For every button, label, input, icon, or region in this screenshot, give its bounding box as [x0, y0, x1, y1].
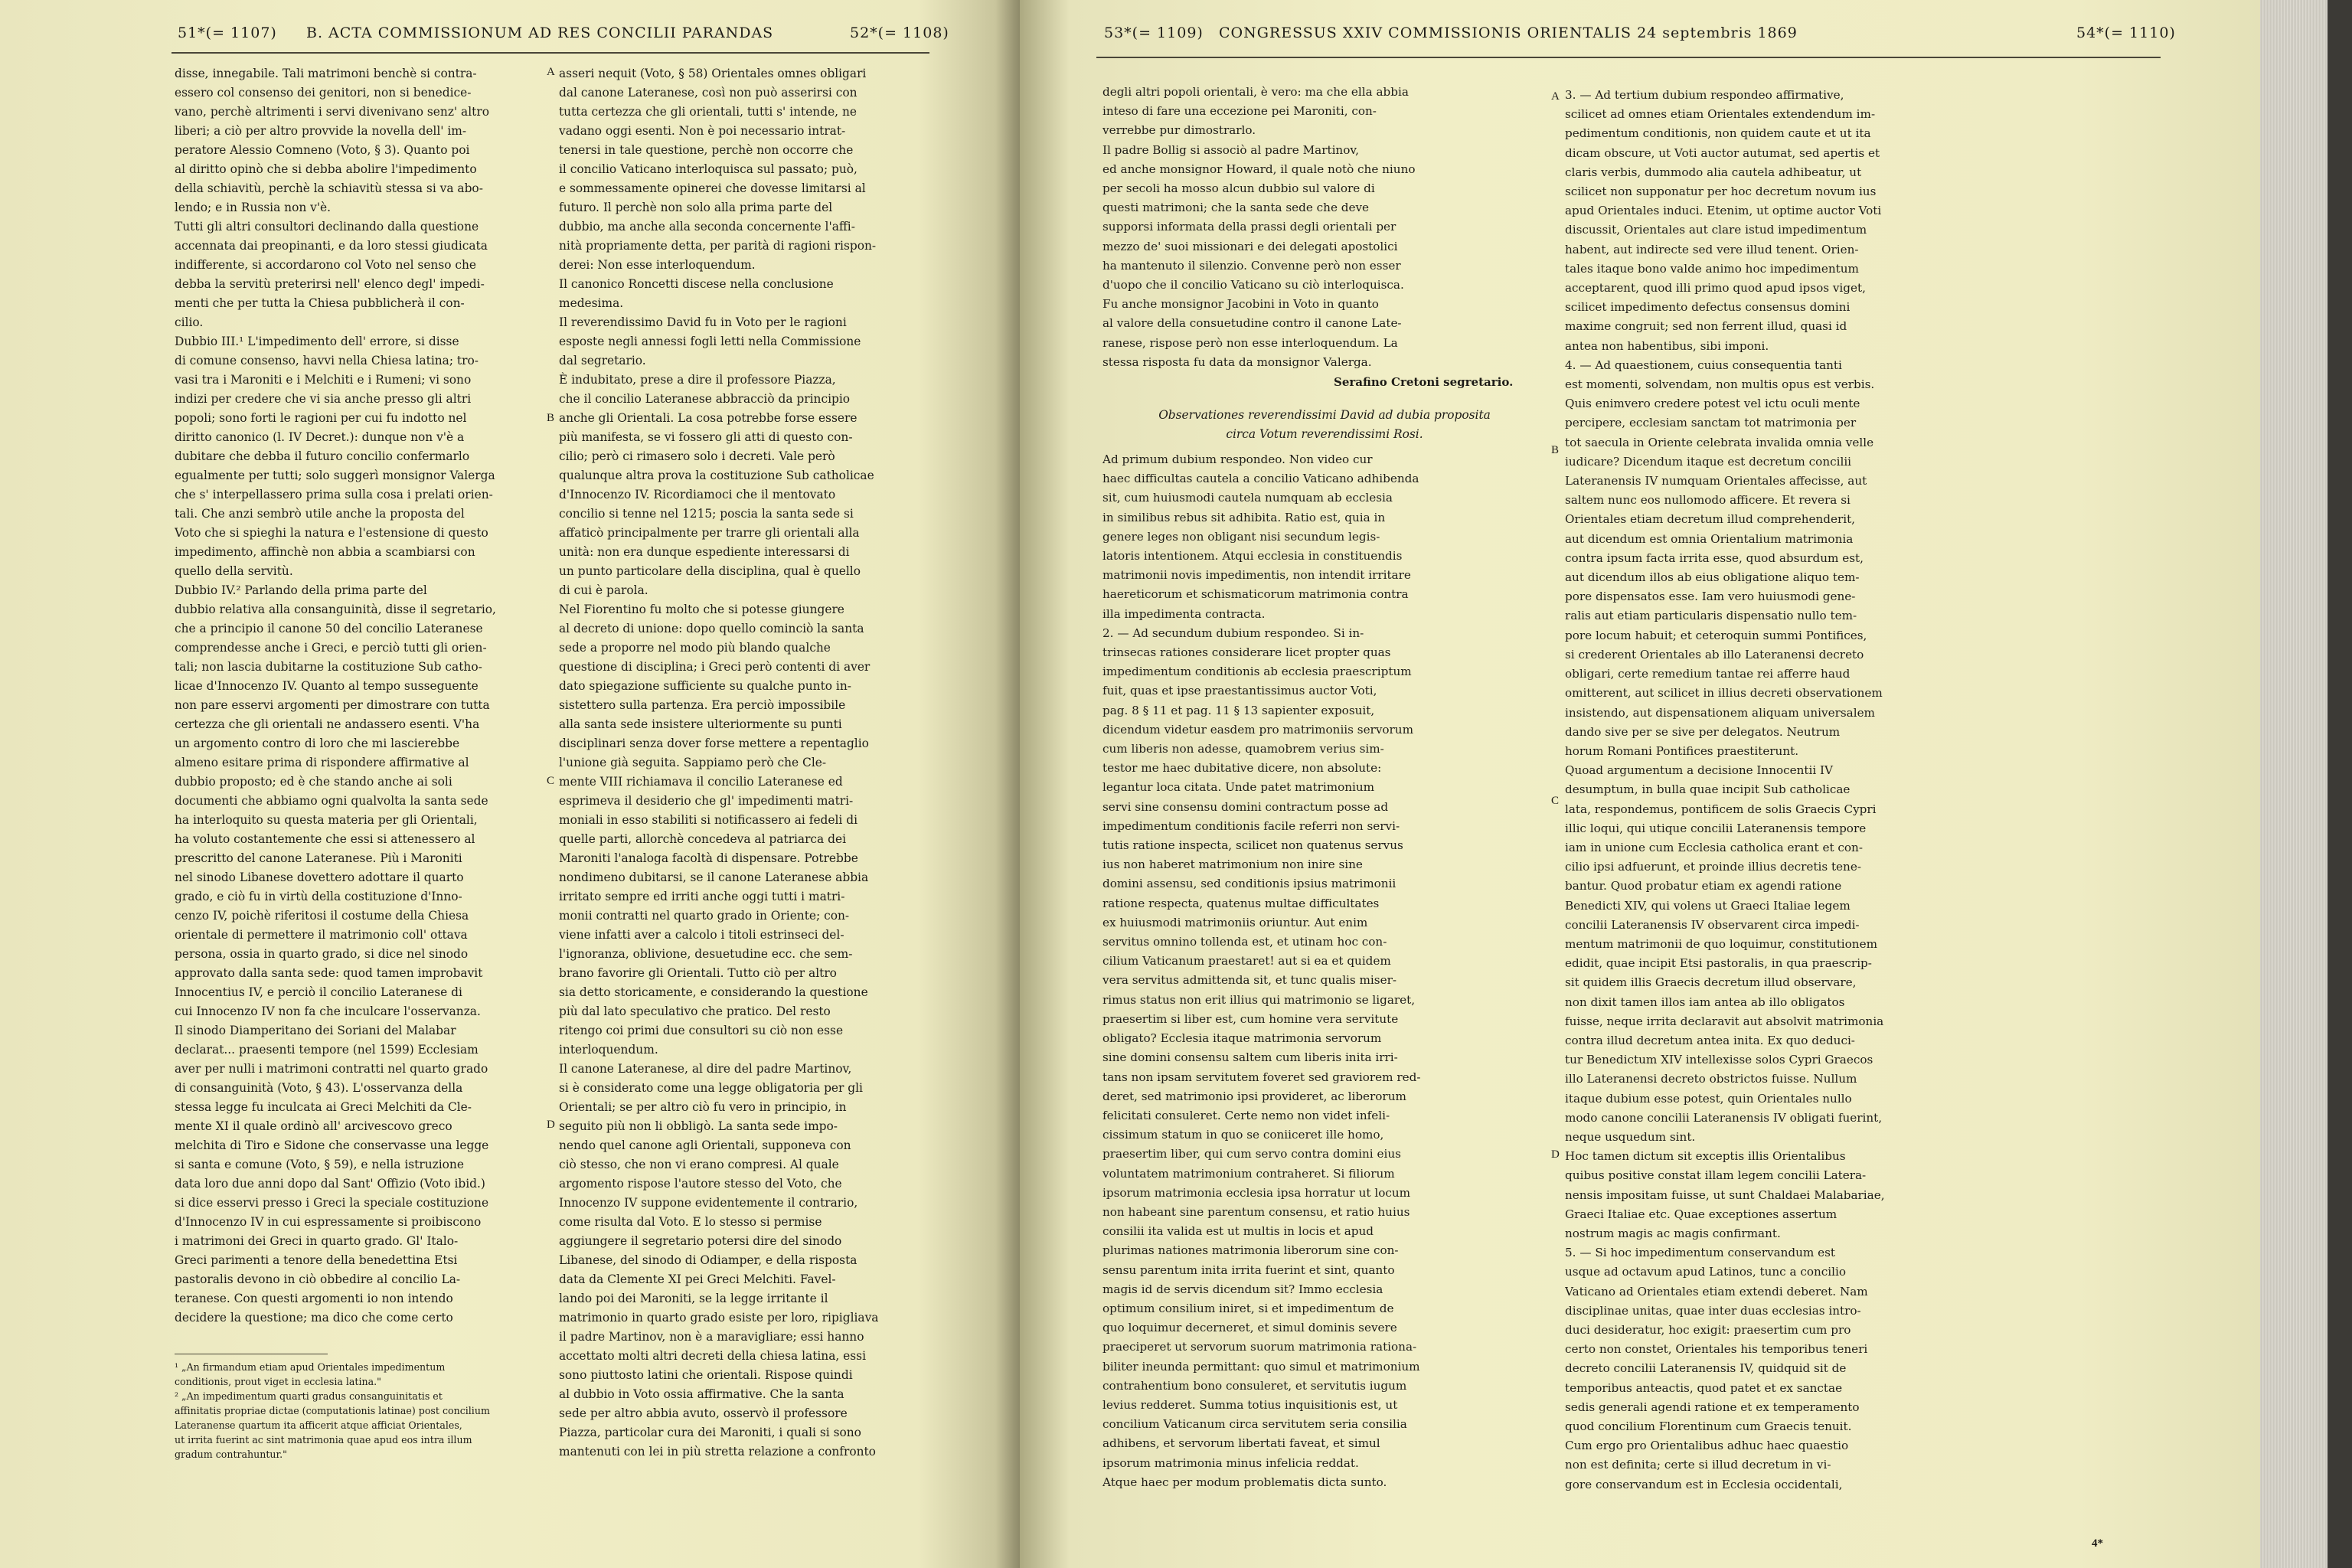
right-page-number-left: 53*(= 1109)	[1104, 24, 1204, 41]
right-page-number-right: 54*(= 1110)	[2076, 24, 2176, 41]
right-page	[1020, 0, 2260, 1568]
left-column-b: asseri nequit (Voto, § 58) Orientales omnes obligari dal canone Lateranese, così non può asserirsi con tutta certezza che gli orientali, tutti s' intende, ne vadano oggi esenti. Non è poi necessario intrat- tenersi in tale questione, perchè non occorre che il concilio Vaticano interloquisca sul passato; può, e sommessamente opinerei che dovesse limitarsi al futuro. Il perchè non solo alla prima parte del dubbio, ma anche alla seconda concernente l'affi- nità propriamente detta, per parità di ragioni rispon- derei: Non esse interloquendum. Il canonico Roncetti discese nella conclusione medesima. Il reverendissimo David fu in Voto per le ragioni esposte negli annessi fogli letti nella Commissione dal segretario. È indubitato, prese a dire il professore Piazza, che il concilio Lateranese abbracciò da principio anche gli Orientali. La cosa potrebbe forse essere più manifesta, se vi fossero gli atti di questo con- cilio; però ci rimasero solo i decreti. Vale però qualunque altra prova la costituzione Sub catholicae d'Innocenzo IV. Ricordiamoci che il mentovato concilio si tenne nel 1215; poscia la santa sede si affaticò principalmente per trarre gli orientali alla unità: non era dunque espediente interessarsi di un punto particolare della disciplina, qual è quello di cui è parola. Nel Fiorentino fu molto che si potesse giungere al decreto di unione: dopo quello cominciò la santa sede a proporre nel modo più blando qualche questione di disciplina; i Greci però contenti di aver dato spiegazione sufficiente su qualche punto in- sistettero sulla partenza. Era perciò impossibile alla santa sede insistere ulteriormente su punti disciplinari senza dover forse mettere a repentaglio l'unione già seguita. Sappiamo però che Cle- mente VIII richiamava il concilio Lateranese ed esprimeva il desiderio che gl' impedimenti matri- moniali in esso stabiliti si notificassero ai fedeli di quelle parti, allorchè concedeva al patriarca dei Maroniti l'analoga facoltà di dispensare. Potrebbe nondimeno dubitarsi, se il canone Lateranese abbia irritato sempre ed irriti anche oggi tutti i matri- monii contratti nel quarto grado in Oriente; con- viene infatti aver a calcolo i titoli estrinseci del- l'ignoranza, oblivione, desuetudine ecc. che sem- brano favorire gli Orientali. Tutto ciò per altro sia detto storicamente, e considerando la questione più dal lato speculativo che pratico. Del resto ritengo coi primi due consultori su ciò non esse interloquendum. Il canone Lateranese, al dire del padre Martinov, si è considerato come una legge obligatoria per gli Orientali; se per altro ciò fu vero in principio, in seguito più non li obbligò. La santa sede impo- nendo quel canone agli Orientali, supponeva con ciò stesso, che non vi erano compresi. Al quale argomento rispose l'autore stesso del Voto, che Innocenzo IV suppone evidentemente il contrario, come risulta dal Voto. E lo stesso si permise aggiungere il segretario potersi dire del sinodo Libanese, del sinodo di Odiamper, e della risposta data da Clemente XI pei Greci Melchiti. Favel- lando poi dei Maroniti, se la legge irritante il matrimonio in quarto grado esiste per loro, ripigliava il padre Martinov, non è a maravigliare; essi hanno accettato molti altri decreti della chiesa latina, essi sono piuttosto latini che orientali. Rispose quindi al dubbio in Voto ossia affirmative. Che la santa sede per altro abbia avuto, osservò il professore Piazza, particolar cura dei Maroniti, i quali si sono mantenuti con lei in più stretta relazione a confronto	[559, 67, 879, 1459]
right-margin-marker-a: A	[1551, 90, 1560, 103]
left-page	[0, 0, 1020, 1568]
book-cover-edge	[2328, 0, 2352, 1568]
left-footnotes: ¹ „An firmandum etiam apud Orientales impedimentum conditionis, prout viget in ecclesia latina." ² „An impedimentum quarti gradus consanguinitatis et affinitatis propriae dictae (computationis latinae) post concilium Lateranense quartum ita afficerit atque afficiat Orientales, ut irrita fuerint ac sint matrimonia quae apud eos intra illum gradum contrahuntur."	[175, 1361, 490, 1460]
right-running-title: CONGRESSUS XXIV COMMISSIONIS ORIENTALIS 24 septembris 1869	[1219, 24, 1798, 41]
margin-marker-c: C	[547, 775, 555, 787]
margin-marker-b: B	[547, 412, 555, 424]
left-header-rule	[172, 52, 929, 54]
margin-marker-d: D	[547, 1119, 555, 1131]
left-page-number-right: 52*(= 1108)	[850, 24, 949, 41]
left-column-a: disse, innegabile. Tali matrimoni benchè si contra- essero col consenso dei genitori, non si benedice- vano, perchè altrimenti i servi divenivano senz' altro liberi; a ciò per altro provvide la novella dell' im- peratore Alessio Comneno (Voto, § 3). Quanto poi al diritto opinò che si debba abolire l'impedimento della schiavitù, perchè la schiavitù stessa si va abo- lendo; e in Russia non v'è. Tutti gli altri consultori declinando dalla questione accennata dai preopinanti, e da loro stessi giudicata indifferente, si accordarono col Voto nel senso che debba la servitù preterirsi nell' elenco degl' impedi- menti che per tutta la Chiesa pubblicherà il con- cilio. Dubbio III.¹ L'impedimento dell' errore, si disse di comune consenso, havvi nella Chiesa latina; tro- vasi tra i Maroniti e i Melchiti e i Rumeni; vi sono indizi per credere che vi sia anche presso gli altri popoli; sono forti le ragioni per cui fu indotto nel diritto canonico (l. IV Decret.): dunque non v'è a dubitare che debba il futuro concilio confermarlo egualmente per tutti; solo suggerì monsignor Valerga che s' interpellassero prima sulla cosa i prelati orien- tali. Che anzi sembrò utile anche la proposta del Voto che si spieghi la natura e l'estensione di questo impedimento, affinchè non abbia a scambiarsi con quello della servitù. Dubbio IV.² Parlando della prima parte del dubbio relativa alla consanguinità, disse il segretario, che a principio il canone 50 del concilio Lateranese comprendesse anche i Greci, e perciò tutti gli orien- tali; non lascia dubitarne la costituzione Sub catho- licae d'Innocenzo IV. Quanto al tempo susseguente non pare esservi argomenti per dimostrare con tutta certezza che gli orientali ne andassero esenti. V'ha un argomento contro di loro che mi lascierebbe almeno esitare prima di rispondere affirmative al dubbio proposto; ed è che stando anche ai soli documenti che abbiamo ogni qualvolta la santa sede ha interloquito su questa materia per gli Orientali, ha voluto costantemente che essi si attenessero al prescritto del canone Lateranese. Più i Maroniti nel sinodo Libanese dovettero adottare il quarto grado, e ciò fu in virtù della costituzione d'Inno- cenzo IV, poichè riferitosi il costume della Chiesa orientale di permettere il matrimonio coll' ottava persona, ossia in quarto grado, si dice nel sinodo approvato dalla santa sede: quod tamen improbavit Innocentius IV, e perciò il concilio Lateranese di cui Innocenzo IV non fa che inculcare l'osservanza. Il sinodo Diamperitano dei Soriani del Malabar declarat... praesenti tempore (nel 1599) Ecclesiam aver per nulli i matrimoni contratti nel quarto grado di consanguinità (Voto, § 43). L'osservanza della stessa legge fu inculcata ai Greci Melchiti da Cle- mente XI il quale ordinò all' arcivescovo greco melchita di Tiro e Sidone che conservasse una legge si santa e comune (Voto, § 59), e nella istruzione data loro due anni dopo dal Sant' Offizio (Voto ibid.) si dice esservi presso i Greci la speciale costituzione d'Innocenzo IV in cui espressamente si proibiscono i matrimoni dei Greci in quarto grado. Gl' Italo- Greci parimenti a tenore della benedettina Etsi pastoralis devono in ciò obbedire al concilio La- teranese. Con questi argomenti io non intendo decidere la questione; ma dico che come certo	[175, 67, 496, 1325]
right-header-rule	[1096, 57, 2161, 58]
right-column-b: 3. — Ad tertium dubium respondeo affirmative, scilicet ad omnes etiam Orientales extendendum im- pedimentum conditionis, non quidem caute et ut ita dicam obscure, ut Voti auctor autumat, sed apertis et claris verbis, dummodo alia cautela adhibeatur, ut scilicet non supponatur per hoc decretum novum ius apud Orientales induci. Etenim, ut optime auctor Voti discussit, Orientales aut clare istud impedimentum habent, aut indirecte sed vere illud tenent. Orien- tales itaque bono valde animo hoc impedimentum acceptarent, quod illi primo quod apud ipsos viget, scilicet impedimento defectus consensus domini maxime congruit; sed non ferrent illud, quasi id antea non habentibus, sibi imponi. 4. — Ad quaestionem, cuius consequentia tanti est momenti, solvendam, non multis opus est verbis. Quis enimvero credere potest vel ictu oculi mente percipere, ecclesiam sanctam tot matrimonia per tot saecula in Oriente celebrata invalida omnia velle iudicare? Dicendum itaque est decretum concilii Lateranensis IV numquam Orientales affecisse, aut saltem nunc eos nullomodo afficere. Et revera si Orientales etiam decretum illud comprehenderit, aut dicendum est omnia Orientalium matrimonia contra ipsum facta irrita esse, quod absurdum est, aut dicendum illos ab eius obligatione aliquo tem- pore dispensatos esse. Iam vero huiusmodi gene- ralis aut etiam particularis dispensatio nullo tem- pore locum habuit; et ceteroquin summi Pontifices, si crederent Orientales ab illo Lateranensi decreto obligari, certe remedium tantae rei afferre haud omitterent, aut scilicet in illius decreti observationem insistendo, aut dispensationem aliquam universalem dando sive per se sive per delegatos. Neutrum horum Romani Pontifices praestiterunt. Quoad argumentum a decisione Innocentii IV desumptum, in bulla quae incipit Sub catholicae lata, respondemus, pontificem de solis Graecis Cypri illic loqui, qui utique concilii Lateranensis tempore iam in unione cum Ecclesia catholica erant et con- cilio ipsi adfuerunt, et proinde illius decretis tene- bantur. Quod probatur etiam ex agendi ratione Benedicti XIV, qui volens ut Graeci Italiae legem concilii Lateranensis IV observarent circa impedi- mentum matrimonii de quo loquimur, constitutionem edidit, quae incipit Etsi pastoralis, in qua praescrip- sit quidem illis Graecis decretum illud observare, non dixit tamen illos iam antea ab illo obligatos fuisse, neque irrita declaravit aut absolvit matrimonia contra illud decretum antea inita. Ex quo deduci- tur Benedictum XIV intellexisse solos Cypri Graecos illo Lateranensi decreto obstrictos fuisse. Nullum itaque dubium esse potest, quin Orientales nullo modo canone concilii Lateranensis IV obligati fuerint, neque usquedum sint. Hoc tamen dictum sit exceptis illis Orientalibus quibus positive constat illam legem concilii Latera- nensis impositam fuisse, ut sunt Chaldaei Malabariae, Graeci Italiae etc. Quae exceptiones assertum nostrum magis ac magis confirmant. 5. — Si hoc impedimentum conservandum est usque ad octavum apud Latinos, tunc a concilio Vaticano ad Orientales etiam extendi deberet. Nam disciplinae unitas, quae inter duas ecclesias intro- duci desideratur, hoc exigit: praesertim cum pro certo non constet, Orientales his temporibus teneri decreto concilii Lateranensis IV, quidquid sit de temporibus anteactis, quod patet et ex sanctae sedis generali agendi ratione et ex temperamento quod concilium Florentinum cum Graecis tenuit. Cum ergo pro Orientalibus adhuc haec quaestio non est definita; certe si illud decretum in vi- gore conservandum est in Ecclesia occidentali,	[1565, 88, 1885, 1491]
left-running-title: B. ACTA COMMISSIONUM AD RES CONCILII PARANDAS	[306, 24, 774, 41]
signature-mark: 4*	[2092, 1537, 2103, 1550]
left-page-number-left: 51*(= 1107)	[178, 24, 277, 41]
secretary-signature: Serafino Cretoni segretario.	[1334, 375, 1514, 389]
observations-subheading: Observationes reverendissimi David ad dubia proposita circa Votum reverendissimi Rosi.	[1158, 408, 1491, 441]
right-margin-marker-c: C	[1551, 795, 1560, 807]
right-column-a-top: degli altri popoli orientali, è vero: ma che ella abbia inteso di fare una eccezione pei Maroniti, con- verrebbe pur dimostrarlo. Il padre Bollig si associò al padre Martinov, ed anche monsignor Howard, il quale notò che niuno per secoli ha mosso alcun dubbio sul valore di questi matrimoni; che la santa sede che deve supporsi informata della prassi degli orientali per mezzo de' suoi missionari e dei delegati apostolici ha mantenuto il silenzio. Convenne però non esser d'uopo che il concilio Vaticano su ciò interloquisca. Fu anche monsignor Jacobini in Voto in quanto al valore della consuetudine contro il canone Late- ranese, rispose però non esse interloquendum. La stessa risposta fu data da monsignor Valerga.	[1102, 85, 1416, 369]
right-margin-marker-b: B	[1551, 444, 1560, 456]
margin-marker-a: A	[547, 66, 555, 78]
right-margin-marker-d: D	[1551, 1148, 1560, 1161]
right-column-a-body: Ad primum dubium respondeo. Non video cur haec difficultas cautela a concilio Vaticano adhibenda sit, cum huiusmodi cautela numquam ab ecclesia in similibus rebus sit adhibita. Ratio est, quia in genere leges non obligant nisi secundum legis- latoris intentionem. Atqui ecclesia in constituendis matrimonii novis impedimentis, non intendit irritare haereticorum et schismaticorum matrimonia contra illa impedimenta contracta. 2. — Ad secundum dubium respondeo. Si in- trinsecas rationes considerare licet propter quas impedimentum conditionis ab ecclesia praescriptum fuit, quas et ipse praestantissimus auctor Voti, pag. 8 § 11 et pag. 11 § 13 sapienter exposuit, dicendum videtur easdem pro matrimoniis servorum cum liberis non adesse, quamobrem verius sim- testor me haec dubitative dicere, non absolute: legantur loca citata. Unde patet matrimonium servi sine consensu domini contractum posse ad impedimentum conditionis facile referri non servi- tutis ratione inspecta, scilicet non quatenus servus ius non haberet matrimonium non inire sine domini assensu, sed conditionis ipsius matrimonii ratione respecta, quatenus multae difficultates ex huiusmodi matrimoniis oriuntur. Aut enim servitus omnino tollenda est, et utinam hoc con- cilium Vaticanum praestaret! aut si ea et quidem vera servitus admittenda sit, et tunc qualis miser- rimus status non erit illius qui matrimonio se ligaret, praesertim si liber est, cum homine vera servitute obligato? Ecclesia itaque matrimonia servorum sine domini consensu saltem cum liberis inita irri- tans non ipsam servitutem foveret sed graviorem red- deret, sed matrimonio ipsi provideret, ac liberorum felicitati consuleret. Certe nemo non videt infeli- cissimum statum in quo se coniiceret ille homo, praesertim liber, qui cum servo contra domini eius voluntatem matrimonium contraheret. Si filiorum ipsorum matrimonia ecclesia ipsa horratur ut locum non habeant sine parentum consensu, et ratio huius consilii ita valida est ut multis in locis et apud plurimas nationes matrimonia liberorum sine con- sensu parentum inita irrita fuerint et sint, quanto magis id de servis dicendum sit? Immo ecclesia optimum consilium iniret, si et impedimentum de quo loquimur decerneret, et simul dominis severe praeciperet ut servorum suorum matrimonia rationa- biliter ineunda permittant: quo simul et matrimonium contrahentium bono consuleret, et servitutis iugum levius redderet. Summa totius inquisitionis est, ut concilium Vaticanum circa servitutem seria consilia adhibens, et servorum libertati faveat, et simul ipsorum matrimonia minus infelicia reddat. Atque haec per modum problematis dicta sunto.	[1102, 452, 1421, 1489]
